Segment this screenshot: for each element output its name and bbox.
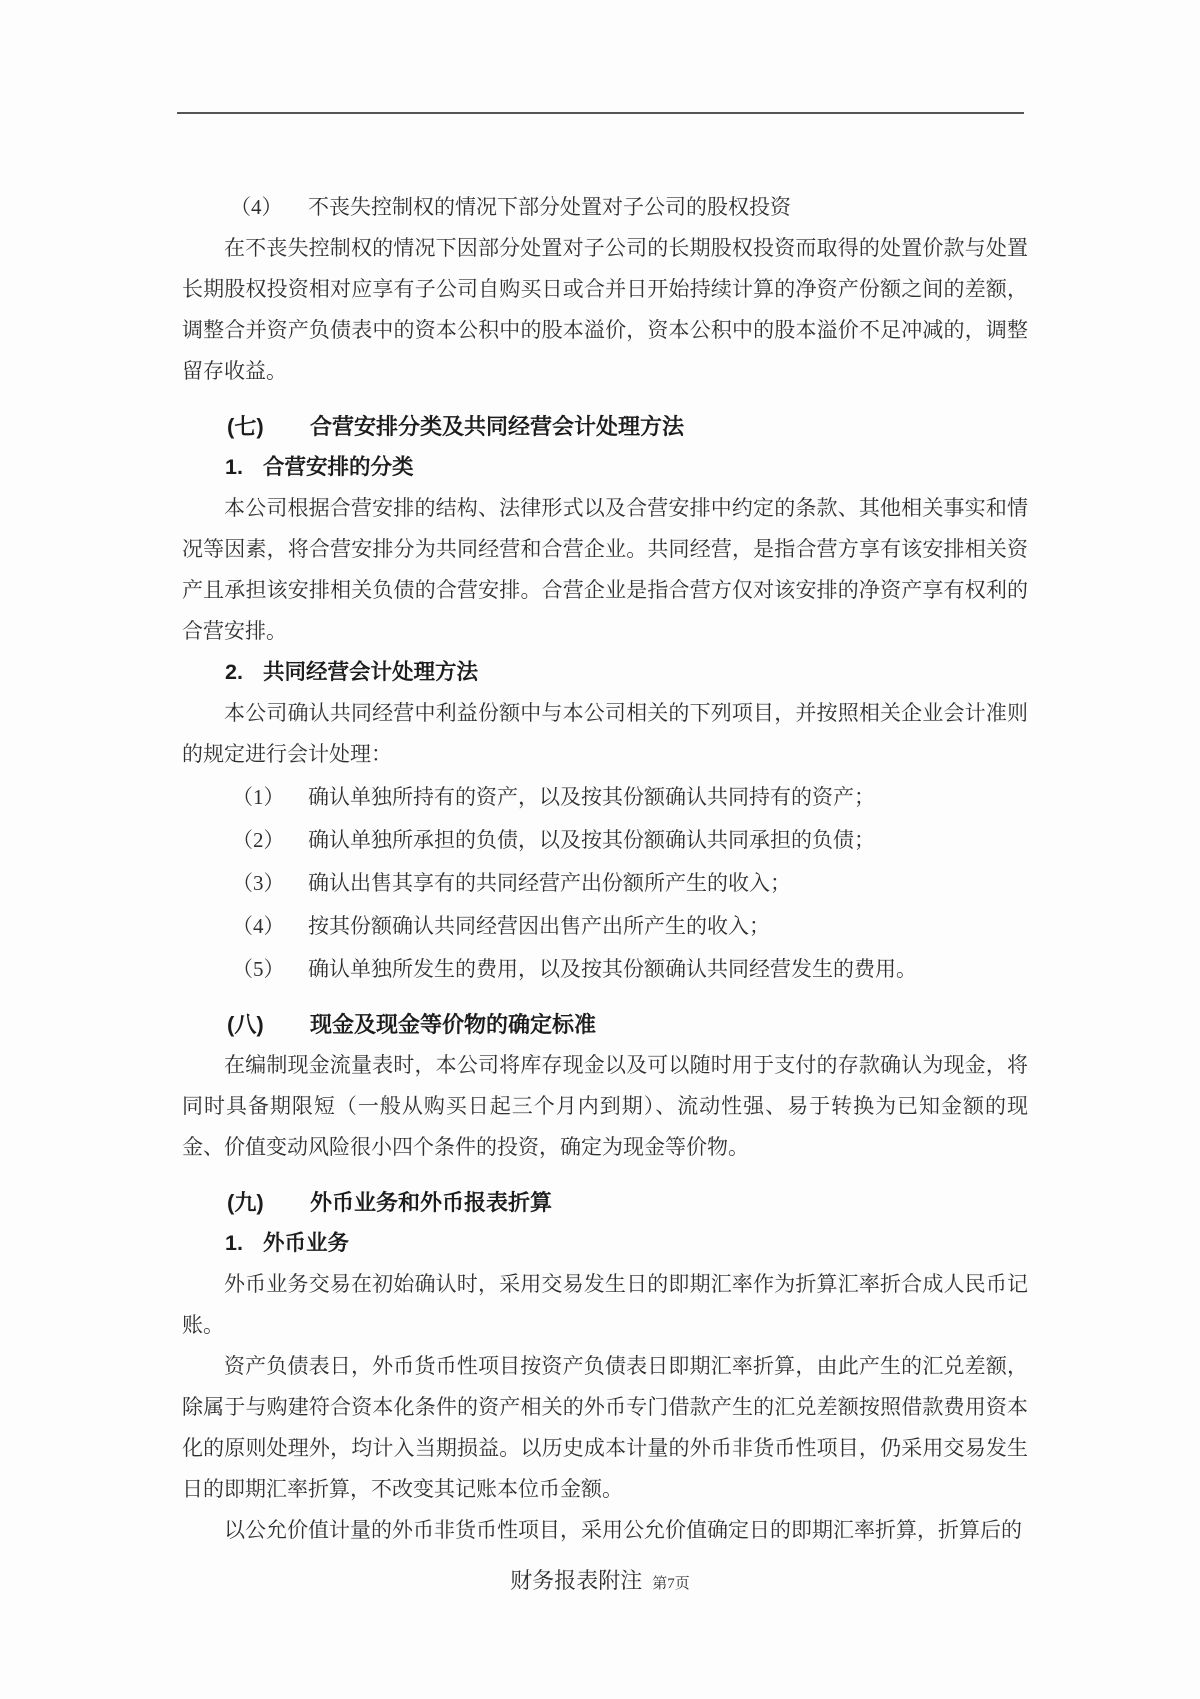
subsection-title: 共同经营会计处理方法 [263, 660, 479, 684]
paragraph: 本公司确认共同经营中利益份额中与本公司相关的下列项目，并按照相关企业会计准则的规定进行会计处理： [182, 701, 1028, 766]
section-number: (八) [227, 1012, 264, 1037]
list-item [182, 777, 1028, 818]
header-rule-divider [177, 112, 1024, 114]
paragraph: 以公允价值计量的外币非货币性项目，采用公允价值确定日的即期汇率折算，折算后的 [224, 1518, 1022, 1542]
list-item-number: （3） [232, 871, 285, 895]
list-item-number: （1） [232, 785, 285, 809]
list-item [182, 820, 1028, 861]
paragraph: 在编制现金流量表时，本公司将库存现金以及可以随时用于支付的存款确认为现金，将同时具备期限短（一般从购买日起三个月内到期）、流动性强、易于转换为已知金额的现金、价值变动风险很小四个条件的投资，确定为现金等价物。 [182, 1053, 1028, 1159]
clause-heading [182, 187, 1028, 228]
clause-title: 不丧失控制权的情况下部分处置对子公司的股权投资 [308, 195, 791, 219]
list-item [182, 949, 1028, 990]
list-item-text: 按其份额确认共同经营因出售产出所产生的收入； [308, 914, 770, 938]
list-item-number: （2） [232, 828, 285, 852]
subsection-title: 合营安排的分类 [263, 455, 414, 479]
list-item-number: （4） [232, 914, 285, 938]
list-item-text: 确认单独所发生的费用，以及按其份额确认共同经营发生的费用。 [308, 957, 917, 981]
subsection-heading [182, 1223, 1028, 1264]
section-number: (七) [227, 414, 264, 439]
section-title: 合营安排分类及共同经营会计处理方法 [310, 414, 685, 439]
section-heading [182, 1182, 1028, 1223]
subsection-heading [182, 447, 1028, 488]
list-item-number: （5） [232, 957, 285, 981]
section-heading [182, 1004, 1028, 1045]
section-title: 外币业务和外币报表折算 [310, 1190, 553, 1215]
subsection-number: 1. [225, 1231, 243, 1255]
list-item-text: 确认单独所承担的负债，以及按其份额确认共同承担的负债； [308, 828, 875, 852]
paragraph: 外币业务交易在初始确认时，采用交易发生日的即期汇率作为折算汇率折合成人民币记账。 [182, 1272, 1028, 1337]
paragraph: 本公司根据合营安排的结构、法律形式以及合营安排中约定的条款、其他相关事实和情况等因素，将合营安排分为共同经营和合营企业。共同经营，是指合营方享有该安排相关资产且承担该安排相关负债的合营安排。合营企业是指合营方仅对该安排的净资产享有权利的合营安排。 [182, 496, 1028, 643]
list-item [182, 863, 1028, 904]
subsection-heading [182, 652, 1028, 693]
page-footer [0, 1560, 1200, 1605]
footer-page-number: 第7页 [652, 1576, 690, 1592]
list-item-text: 确认出售其享有的共同经营产出份额所产生的收入； [308, 871, 791, 895]
paragraph: 资产负债表日，外币货币性项目按资产负债表日即期汇率折算，由此产生的汇兑差额，除属于与购建符合资本化条件的资产相关的外币专门借款产生的汇兑差额按照借款费用资本化的原则处理外，均计入当期损益。以历史成本计量的外币非货币性项目，仍采用交易发生日的即期汇率折算，不改变其记账本位币金额。 [182, 1354, 1028, 1501]
section-heading [182, 406, 1028, 447]
footer-title: 财务报表附注 [510, 1568, 643, 1593]
subsection-title: 外币业务 [263, 1231, 350, 1255]
paragraph: 在不丧失控制权的情况下因部分处置对子公司的长期股权投资而取得的处置价款与处置长期股权投资相对应享有子公司自购买日或合并日开始持续计算的净资产份额之间的差额，调整合并资产负债表中的资本公积中的股本溢价，资本公积中的股本溢价不足冲减的，调整留存收益。 [182, 236, 1028, 383]
document-body [182, 187, 1028, 1551]
list-item [182, 906, 1028, 947]
section-title: 现金及现金等价物的确定标准 [310, 1012, 597, 1037]
subsection-number: 2. [225, 660, 243, 684]
clause-number: （4） [230, 195, 283, 219]
list-item-text: 确认单独所持有的资产，以及按其份额确认共同持有的资产； [308, 785, 875, 809]
section-number: (九) [227, 1190, 264, 1215]
subsection-number: 1. [225, 455, 243, 479]
